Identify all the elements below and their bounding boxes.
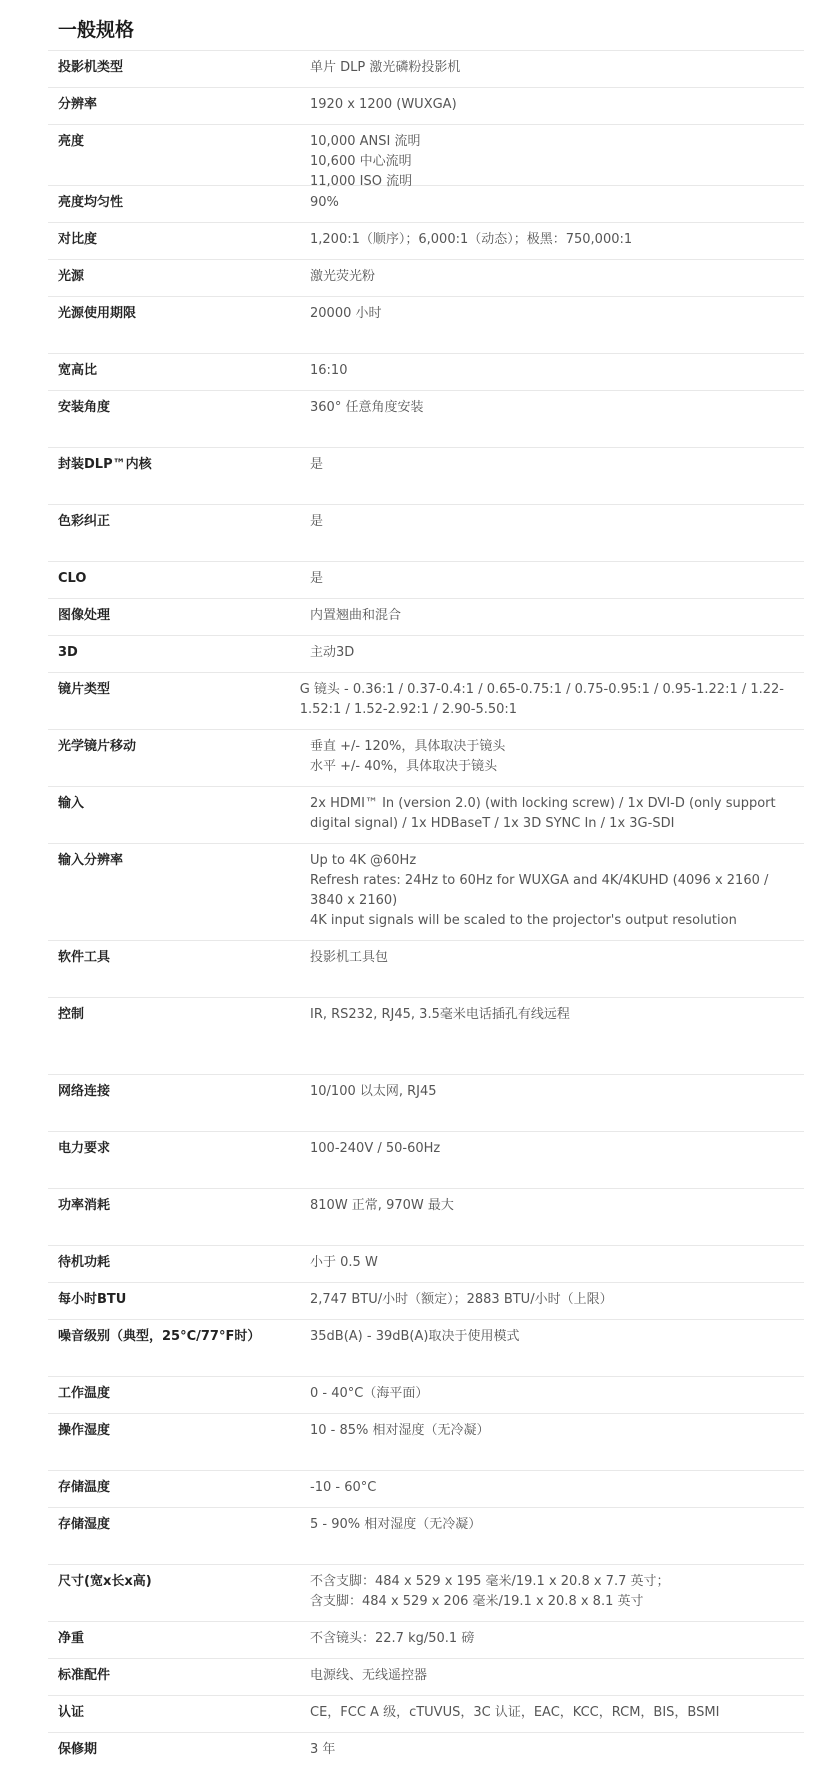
spec-row	[48, 997, 804, 1074]
spec-value	[310, 1572, 804, 1621]
spec-value	[310, 1740, 804, 1769]
spec-value	[310, 737, 804, 786]
spec-label: 控制	[58, 1007, 85, 1022]
spec-row	[48, 1282, 804, 1319]
spec-label: 标准配件	[58, 1668, 111, 1683]
spec-value	[310, 1478, 804, 1507]
spec-row	[48, 504, 804, 561]
spec-value-line: digital signal) / 1x HDBaseT / 1x 3D SYNC In / 1x 3G-SDI	[310, 816, 675, 831]
spec-value-line: 3840 x 2160)	[310, 893, 398, 908]
spec-value-line: 10,000 ANSI 流明	[310, 134, 421, 149]
spec-label: 镜片类型	[58, 682, 111, 697]
spec-value	[310, 1196, 804, 1245]
spec-value-line: 是	[310, 514, 324, 529]
spec-label: 亮度	[58, 134, 85, 149]
spec-value-line: 投影机工具包	[310, 950, 389, 965]
spec-value-line: 小于 0.5 W	[310, 1255, 378, 1270]
spec-label: 输入分辨率	[58, 853, 124, 868]
spec-value-line: 不含镜头：22.7 kg/50.1 磅	[310, 1631, 475, 1646]
spec-value	[310, 1629, 804, 1658]
spec-label: 电力要求	[58, 1141, 111, 1156]
spec-row	[48, 843, 804, 940]
spec-value-line: 100-240V / 50-60Hz	[310, 1141, 441, 1156]
spec-value-line: 0 - 40°C（海平面）	[310, 1386, 429, 1401]
spec-value-line: Up to 4K @60Hz	[310, 853, 417, 868]
spec-label: 认证	[58, 1705, 85, 1720]
spec-row	[48, 672, 804, 729]
spec-row	[48, 222, 804, 259]
spec-row	[48, 353, 804, 390]
spec-value	[310, 1082, 804, 1131]
spec-row	[48, 1245, 804, 1282]
spec-row	[48, 1131, 804, 1188]
spec-value	[310, 58, 804, 87]
spec-label: 保修期	[58, 1742, 98, 1757]
spec-value-line: 单片 DLP 激光磷粉投影机	[310, 60, 461, 75]
spec-label: 输入	[58, 796, 85, 811]
spec-row	[48, 259, 804, 296]
spec-row	[48, 1507, 804, 1564]
spec-value-line: 2x HDMI™ In (version 2.0) (with locking screw) / 1x DVI-D (only support	[310, 796, 776, 811]
spec-label: 色彩纠正	[58, 514, 111, 529]
spec-value	[310, 1421, 804, 1470]
spec-row	[48, 786, 804, 843]
spec-label: 噪音级别（典型，25°C/77°F时）	[58, 1329, 261, 1344]
spec-row	[48, 87, 804, 124]
spec-row	[48, 447, 804, 504]
spec-row	[48, 1413, 804, 1470]
spec-label: 待机功耗	[58, 1255, 111, 1270]
spec-value	[310, 606, 804, 635]
spec-row	[48, 1074, 804, 1131]
spec-value	[310, 512, 804, 561]
spec-value	[310, 455, 804, 504]
spec-label: 投影机类型	[58, 60, 124, 75]
spec-value-line: 3 年	[310, 1742, 336, 1757]
spec-label: 分辨率	[58, 97, 98, 112]
spec-label: 尺寸(宽x长x高)	[58, 1574, 152, 1589]
spec-label: 3D	[58, 645, 78, 660]
spec-value	[300, 680, 804, 729]
spec-row	[48, 729, 804, 786]
spec-label: 软件工具	[58, 950, 111, 965]
spec-value-line: 激光荧光粉	[310, 269, 376, 284]
spec-label: 存储温度	[58, 1480, 111, 1495]
spec-value-line: 810W 正常, 970W 最大	[310, 1198, 454, 1213]
spec-label: 操作湿度	[58, 1423, 111, 1438]
spec-value	[310, 1253, 804, 1282]
spec-value	[310, 304, 804, 353]
spec-row	[48, 940, 804, 997]
spec-value	[310, 132, 804, 189]
spec-value-line: 90%	[310, 195, 339, 210]
spec-value	[310, 1666, 804, 1695]
spec-label: 安装角度	[58, 400, 111, 415]
spec-value-line: 是	[310, 571, 324, 586]
spec-value-line: 主动3D	[310, 645, 355, 660]
spec-row	[48, 635, 804, 672]
spec-label: 网络连接	[58, 1084, 111, 1099]
spec-row	[48, 1470, 804, 1507]
spec-value	[310, 1290, 804, 1319]
spec-row	[48, 296, 804, 353]
spec-row	[48, 124, 804, 189]
spec-row	[48, 1188, 804, 1245]
spec-value	[310, 95, 804, 124]
spec-value-line: 水平 +/- 40%，具体取决于镜头	[310, 759, 498, 774]
spec-value-line: 1.52:1 / 1.52-2.92:1 / 2.90-5.50:1	[299, 702, 518, 717]
spec-row	[48, 598, 804, 635]
spec-value-line: 1920 x 1200 (WUXGA)	[310, 97, 457, 112]
spec-value	[310, 193, 804, 222]
spec-value-line: CE，FCC A 级，cTUVUS，3C 认证，EAC，KCC，RCM，BIS，BSMI	[310, 1705, 720, 1720]
spec-value-line: 360° 任意角度安装	[310, 400, 424, 415]
spec-value-line: 垂直 +/- 120%，具体取决于镜头	[310, 739, 506, 754]
spec-value-line: 含支脚：484 x 529 x 206 毫米/19.1 x 20.8 x 8.1 英寸	[310, 1594, 644, 1609]
spec-value-line: -10 - 60°C	[310, 1480, 377, 1495]
spec-row	[48, 390, 804, 447]
spec-value-line: 4K input signals will be scaled to the projector's output resolution	[310, 913, 737, 928]
spec-value	[310, 1139, 804, 1188]
spec-value-line: 35dB(A) - 39dB(A)取决于使用模式	[310, 1329, 520, 1344]
spec-label: 存储湿度	[58, 1517, 111, 1532]
spec-value	[310, 851, 804, 940]
spec-label: 封装DLP™内核	[58, 457, 152, 472]
spec-value	[310, 1515, 804, 1564]
spec-label: 功率消耗	[58, 1198, 111, 1213]
spec-value	[310, 398, 804, 447]
spec-label: 光源使用期限	[58, 306, 137, 321]
spec-label: 亮度均匀性	[58, 195, 124, 210]
spec-value-line: Refresh rates: 24Hz to 60Hz for WUXGA and 4K/4KUHD (4096 x 2160 /	[310, 873, 769, 888]
spec-value-line: 1,200:1（顺序）；6,000:1（动态）；极黑：750,000:1	[310, 232, 633, 247]
spec-row	[48, 1376, 804, 1413]
spec-row	[48, 1732, 804, 1769]
spec-value	[310, 569, 804, 598]
spec-value-line: G 镜头 - 0.36:1 / 0.37-0.4:1 / 0.65-0.75:1 / 0.75-0.95:1 / 0.95-1.22:1 / 1.22-	[299, 682, 784, 697]
spec-label: 每小时BTU	[58, 1292, 127, 1307]
spec-value-line: 16:10	[310, 363, 348, 378]
spec-label: CLO	[58, 571, 87, 586]
spec-label: 图像处理	[58, 608, 111, 623]
spec-row	[48, 50, 804, 87]
spec-value-line: 5 - 90% 相对湿度（无冷凝）	[310, 1517, 482, 1532]
spec-row	[48, 1621, 804, 1658]
spec-value-line: 10 - 85% 相对湿度（无冷凝）	[310, 1423, 490, 1438]
spec-label: 工作温度	[58, 1386, 111, 1401]
spec-value	[310, 794, 804, 843]
spec-label: 光源	[58, 269, 85, 284]
spec-value	[310, 1703, 804, 1732]
spec-label: 净重	[58, 1631, 85, 1646]
spec-row	[48, 1564, 804, 1621]
spec-value-line: 内置翘曲和混合	[310, 608, 402, 623]
spec-row	[48, 561, 804, 598]
spec-value-line: 不含支脚：484 x 529 x 195 毫米/19.1 x 20.8 x 7.7 英寸；	[310, 1574, 670, 1589]
spec-value	[310, 1327, 804, 1376]
spec-value-line: 10/100 以太网, RJ45	[310, 1084, 437, 1099]
spec-row	[48, 1695, 804, 1732]
spec-value	[310, 643, 804, 672]
spec-label: 对比度	[58, 232, 98, 247]
spec-value	[310, 361, 804, 390]
spec-row	[48, 1658, 804, 1695]
spec-value	[310, 267, 804, 296]
spec-label: 宽高比	[58, 363, 98, 378]
spec-value-line: 是	[310, 457, 324, 472]
spec-value-line: 10,600 中心流明	[310, 154, 412, 169]
spec-value-line: 2,747 BTU/小时（额定）；2883 BTU/小时（上限）	[310, 1292, 613, 1307]
spec-label: 光学镜片移动	[58, 739, 137, 754]
spec-value-line: 11,000 ISO 流明	[310, 174, 413, 189]
spec-value	[310, 230, 804, 259]
spec-value	[310, 1384, 804, 1413]
spec-value	[310, 1005, 804, 1074]
spec-value	[310, 948, 804, 997]
spec-value-line: 电源线、无线遥控器	[310, 1668, 428, 1683]
section-title: 一般规格	[58, 19, 135, 41]
spec-value-line: IR, RS232, RJ45, 3.5毫米电话插孔有线远程	[310, 1007, 570, 1022]
spec-value-line: 20000 小时	[310, 306, 382, 321]
spec-row	[48, 1319, 804, 1376]
spec-table	[48, 50, 804, 1769]
